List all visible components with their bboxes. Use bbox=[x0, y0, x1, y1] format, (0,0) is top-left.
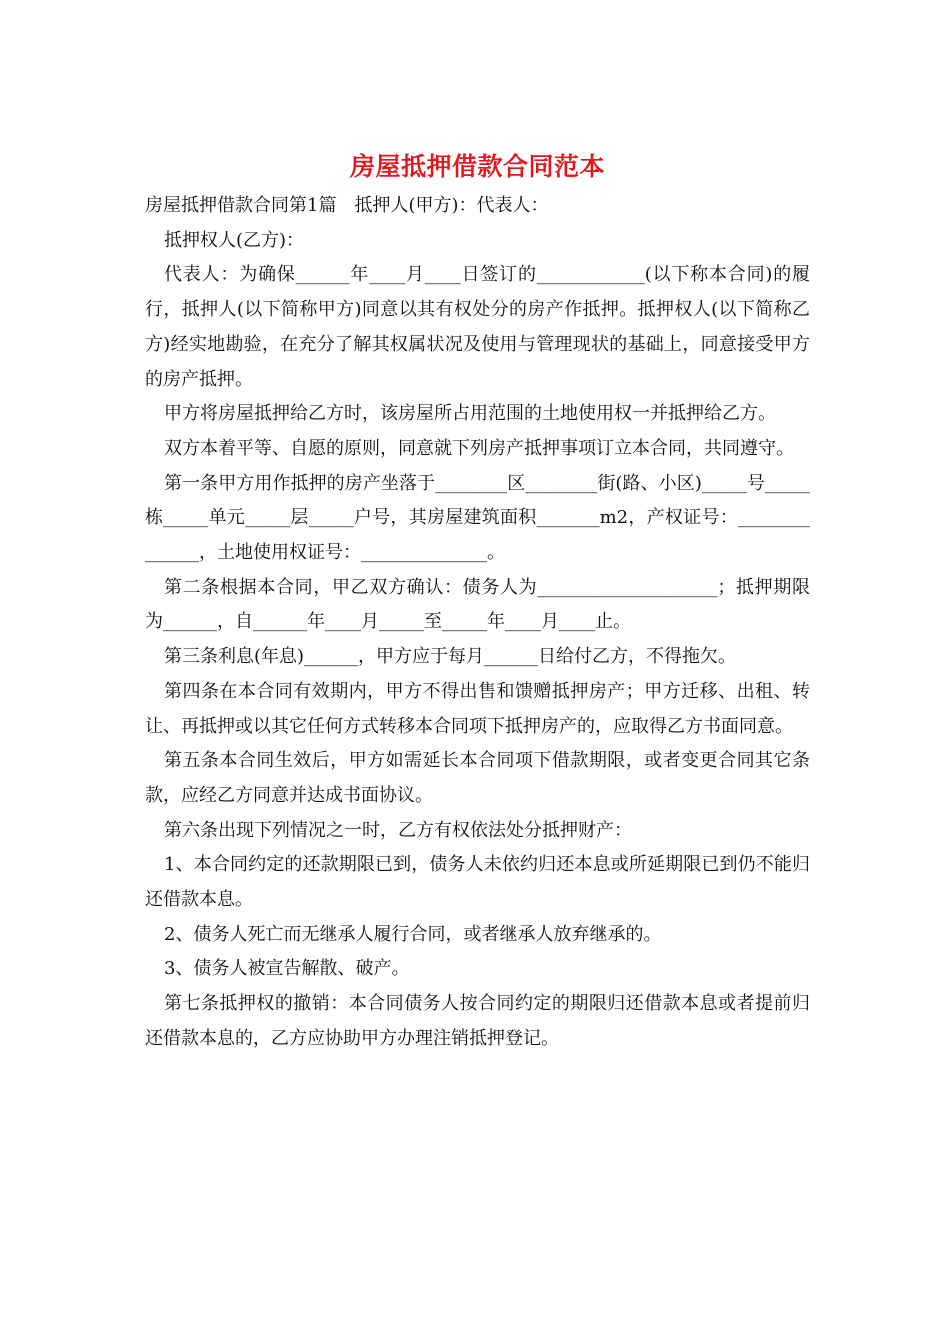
paragraph-representative: 代表人：为确保______年____月____日签订的____________(以下称本合同)的履行，抵押人(以下简称甲方)同意以其有权处分的房产作抵押。抵押权人(以下简称乙方)经实地勘验，在充分了解其权属状况及使用与管理现状的基础上，同意接受甲方的房产抵押。 bbox=[145, 264, 810, 390]
paragraph-header: 房屋抵押借款合同第1篇 抵押人(甲方)：代表人： bbox=[145, 195, 549, 216]
paragraph-item-2: 2、债务人死亡而无继承人履行合同，或者继承人放弃继承的。 bbox=[164, 923, 662, 945]
document-body bbox=[145, 189, 810, 1057]
document-title: 房屋抵押借款合同范本 bbox=[349, 152, 605, 181]
paragraph-item-1: 1、本合同约定的还款期限已到，债务人未依约归还本息或所延期限已到仍不能归还借款本息。 bbox=[145, 854, 810, 911]
paragraph-article-5: 第五条本合同生效后，甲方如需延长本合同项下借款期限，或者变更合同其它条款，应经乙方同意并达成书面协议。 bbox=[145, 750, 810, 806]
paragraph-article-6: 第六条出现下列情况之一时，乙方有权依法处分抵押财产： bbox=[164, 819, 632, 841]
paragraph-article-3: 第三条利息(年息)______，甲方应于每月______日给付乙方，不得拖欠。 bbox=[164, 646, 737, 668]
paragraph-land-use: 甲方将房屋抵押给乙方时，该房屋所占用范围的土地使用权一并抵押给乙方。 bbox=[164, 403, 776, 425]
paragraph-item-3: 3、债务人被宣告解散、破产。 bbox=[164, 958, 410, 980]
paragraph-principle: 双方本着平等、自愿的原则，同意就下列房产抵押事项订立本合同，共同遵守。 bbox=[164, 437, 794, 459]
paragraph-article-2: 第二条根据本合同，甲乙双方确认：债务人为____________________；抵押期限为______，自______年____月_____至_____年____月____止。 bbox=[145, 576, 810, 633]
paragraph-article-4: 第四条在本合同有效期内，甲方不得出售和馈赠抵押房产；甲方迁移、出租、转让、再抵押或以其它任何方式转移本合同项下抵押房产的，应取得乙方书面同意。 bbox=[145, 680, 810, 737]
document-page bbox=[145, 145, 810, 1057]
paragraph-mortgagee: 抵押权人(乙方)： bbox=[164, 229, 305, 251]
paragraph-article-7: 第七条抵押权的撤销：本合同债务人按合同约定的期限归还借款本息或者提前归还借款本息的，乙方应协助甲方办理注销抵押登记。 bbox=[145, 993, 810, 1049]
paragraph-article-1: 第一条甲方用作抵押的房产坐落于________区________街(路、小区)_____号_____栋_____单元_____层_____户号，其房屋建筑面积_______m2，产权证号：______________，土地使用权证号：______________。 bbox=[145, 472, 810, 564]
